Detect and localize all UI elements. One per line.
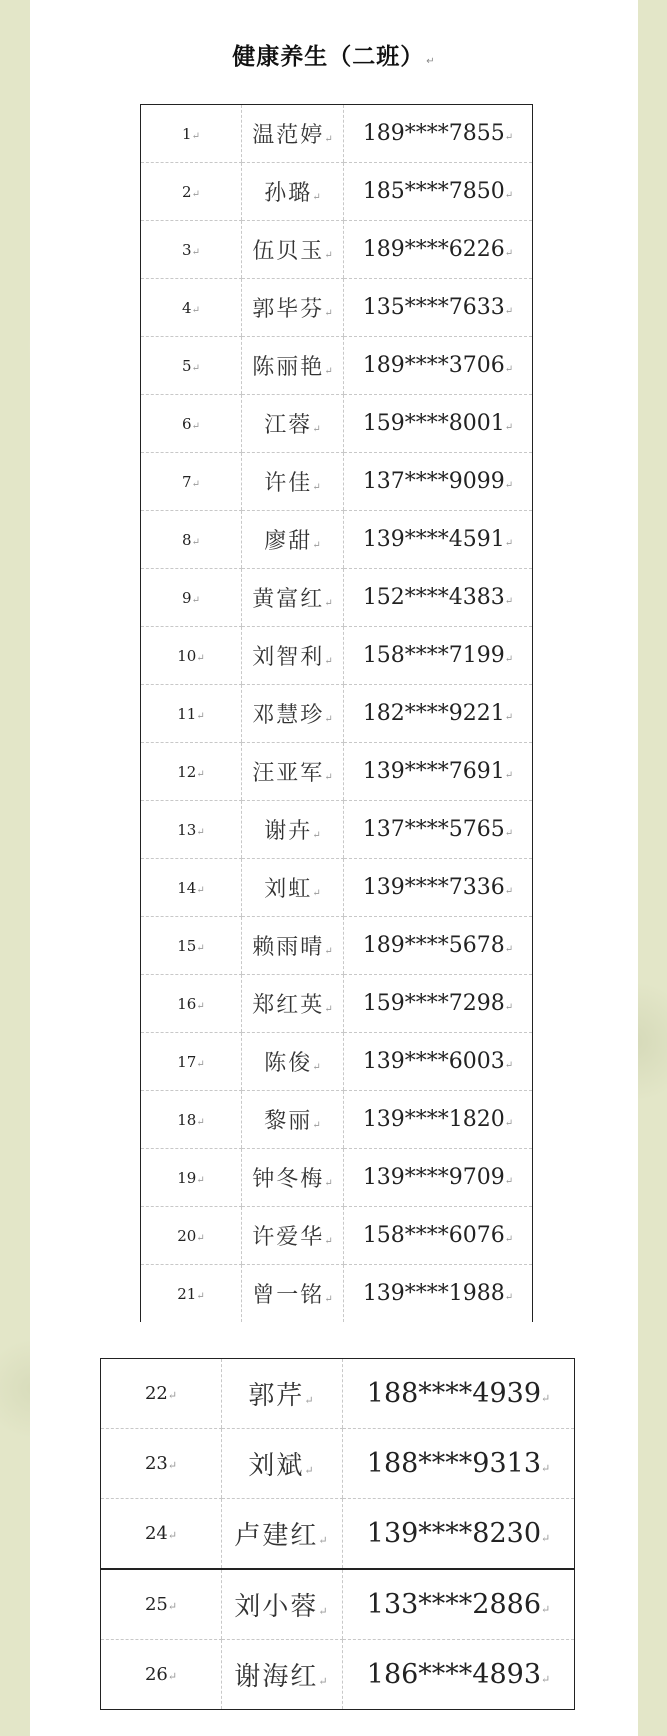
paragraph-mark-icon: ↵ (504, 306, 514, 317)
member-phone: 137****9099 (362, 469, 505, 494)
paragraph-mark-icon: ↵ (196, 652, 205, 664)
member-name-cell (242, 1091, 344, 1149)
member-phone: 139****1988 (362, 1281, 505, 1306)
row-number-cell (141, 221, 242, 279)
paragraph-mark-icon: ↵ (191, 304, 200, 316)
row-number: 10 (177, 646, 197, 665)
member-phone: 159****7298 (362, 991, 505, 1016)
paragraph-mark-icon: ↵ (504, 248, 514, 259)
member-name-cell (242, 1033, 344, 1091)
paragraph-mark-icon: ↵ (324, 1294, 333, 1305)
member-name: 邓慧珍 (252, 703, 325, 728)
paragraph-mark-icon: ↵ (324, 308, 333, 319)
row-number: 5 (182, 356, 192, 375)
member-name-cell (242, 163, 344, 221)
member-name-cell (242, 801, 344, 859)
member-phone-cell (344, 163, 533, 221)
member-phone-cell (344, 627, 533, 685)
row-number: 3 (182, 240, 192, 259)
row-number: 26 (144, 1664, 168, 1685)
paragraph-mark-icon: ↵ (324, 250, 333, 261)
member-name: 许佳 (264, 471, 313, 496)
paragraph-mark-icon: ↵ (312, 424, 321, 435)
row-number-cell (141, 105, 242, 163)
member-phone-cell (343, 1429, 575, 1499)
member-name-cell (242, 453, 344, 511)
paragraph-mark-icon: ↵ (312, 830, 321, 841)
title-text: 健康养生（二班） (232, 44, 425, 70)
row-number: 18 (177, 1110, 197, 1129)
paragraph-mark-icon: ↵ (504, 1176, 514, 1187)
member-phone-cell (344, 685, 533, 743)
member-phone: 139****9709 (362, 1165, 505, 1190)
row-number-cell (101, 1499, 222, 1570)
member-phone-cell (343, 1359, 575, 1429)
member-phone-cell (344, 859, 533, 917)
table-row (141, 337, 533, 395)
paragraph-mark-icon: ↵ (196, 1058, 205, 1070)
paragraph-mark-icon: ↵ (312, 1062, 321, 1073)
member-name: 陈丽艳 (252, 355, 325, 380)
member-name-cell (242, 627, 344, 685)
member-name: 许爱华 (252, 1225, 325, 1250)
row-number: 1 (182, 124, 192, 143)
member-phone: 139****6003 (362, 1049, 505, 1074)
row-number-cell (141, 859, 242, 917)
row-number-cell (141, 917, 242, 975)
paragraph-mark-icon: ↵ (318, 1675, 330, 1688)
paragraph-mark-icon: ↵ (196, 1290, 205, 1302)
paragraph-mark-icon: ↵ (312, 482, 321, 493)
member-phone-cell (344, 917, 533, 975)
member-name-cell (242, 337, 344, 395)
member-phone-cell (344, 569, 533, 627)
paragraph-mark-icon: ↵ (324, 772, 333, 783)
paragraph-mark-icon: ↵ (541, 1603, 551, 1616)
member-phone: 139****8230 (366, 1518, 542, 1549)
paragraph-mark-icon: ↵ (191, 246, 200, 258)
roster-table-1 (140, 104, 533, 1322)
member-name-cell (222, 1499, 343, 1570)
table-row (141, 1091, 533, 1149)
row-number: 24 (144, 1523, 168, 1544)
row-number-cell (141, 511, 242, 569)
member-name: 廖甜 (264, 529, 313, 554)
paragraph-mark-icon: ↵ (504, 770, 514, 781)
member-phone: 135****7633 (362, 295, 505, 320)
member-name: 江蓉 (264, 413, 313, 438)
member-phone-cell (344, 975, 533, 1033)
member-name-cell (242, 917, 344, 975)
paragraph-mark-icon: ↵ (504, 944, 514, 955)
paragraph-mark-icon: ↵ (541, 1532, 551, 1545)
row-number: 25 (144, 1594, 168, 1615)
member-name: 汪亚军 (252, 761, 325, 786)
paragraph-mark-icon: ↵ (196, 1116, 205, 1128)
row-number: 12 (177, 762, 197, 781)
paragraph-mark-icon: ↵ (324, 366, 333, 377)
member-name: 刘小蓉 (234, 1592, 319, 1622)
document-page (30, 0, 638, 1736)
table-row (141, 1207, 533, 1265)
member-phone-cell (343, 1569, 575, 1640)
member-phone: 137****5765 (362, 817, 505, 842)
member-name-cell (222, 1429, 343, 1499)
row-number-cell (141, 975, 242, 1033)
member-phone: 188****9313 (366, 1448, 542, 1479)
paragraph-mark-icon: ↵ (191, 188, 200, 200)
row-number-cell (101, 1359, 222, 1429)
row-number: 21 (177, 1284, 197, 1303)
table-row (141, 453, 533, 511)
member-name-cell (242, 395, 344, 453)
table-row (101, 1359, 575, 1429)
paragraph-mark-icon: ↵ (191, 130, 200, 142)
paragraph-mark-icon: ↵ (504, 1234, 514, 1245)
member-phone: 189****5678 (362, 933, 505, 958)
paragraph-mark-icon: ↵ (312, 192, 321, 203)
paragraph-mark-icon: ↵ (504, 132, 514, 143)
paragraph-mark-icon: ↵ (426, 56, 436, 67)
paragraph-mark-icon: ↵ (191, 594, 200, 606)
member-name: 孙璐 (264, 181, 313, 206)
paragraph-mark-icon: ↵ (324, 598, 333, 609)
paragraph-mark-icon: ↵ (504, 1002, 514, 1013)
table-row (141, 975, 533, 1033)
member-name-cell (242, 1207, 344, 1265)
table-row (141, 627, 533, 685)
paragraph-mark-icon: ↵ (191, 362, 200, 374)
table-row (141, 1265, 533, 1323)
row-number-cell (141, 685, 242, 743)
row-number: 4 (182, 298, 192, 317)
table-row (141, 105, 533, 163)
table-row (101, 1569, 575, 1640)
paragraph-mark-icon: ↵ (541, 1462, 551, 1475)
paragraph-mark-icon: ↵ (504, 596, 514, 607)
paragraph-mark-icon: ↵ (324, 134, 333, 145)
member-name-cell (242, 105, 344, 163)
paragraph-mark-icon: ↵ (504, 422, 514, 433)
member-phone-cell (344, 511, 533, 569)
paragraph-mark-icon: ↵ (191, 420, 200, 432)
member-phone-cell (344, 453, 533, 511)
paragraph-mark-icon: ↵ (504, 828, 514, 839)
member-name-cell (242, 1265, 344, 1323)
member-phone-cell (344, 395, 533, 453)
member-name-cell (242, 859, 344, 917)
paragraph-mark-icon: ↵ (312, 888, 321, 899)
row-number-cell (141, 163, 242, 221)
row-number: 14 (177, 878, 197, 897)
paragraph-mark-icon: ↵ (324, 946, 333, 957)
member-name-cell (222, 1640, 343, 1710)
paragraph-mark-icon: ↵ (541, 1673, 551, 1686)
row-number-cell (141, 743, 242, 801)
paragraph-mark-icon: ↵ (504, 480, 514, 491)
paragraph-mark-icon: ↵ (196, 826, 205, 838)
member-name-cell (242, 279, 344, 337)
member-phone: 188****4939 (366, 1378, 542, 1409)
member-phone: 158****6076 (362, 1223, 505, 1248)
paragraph-mark-icon: ↵ (324, 1004, 333, 1015)
paragraph-mark-icon: ↵ (504, 654, 514, 665)
paragraph-mark-icon: ↵ (196, 1174, 205, 1186)
member-phone-cell (344, 1033, 533, 1091)
row-number-cell (141, 1091, 242, 1149)
table-row (101, 1429, 575, 1499)
member-phone: 189****3706 (362, 353, 505, 378)
paragraph-mark-icon: ↵ (318, 1534, 330, 1547)
row-number-cell (101, 1429, 222, 1499)
member-name-cell (242, 975, 344, 1033)
member-name: 陈俊 (264, 1051, 313, 1076)
member-name: 郑红英 (252, 993, 325, 1018)
row-number-cell (141, 1265, 242, 1323)
member-name: 谢卉 (264, 819, 313, 844)
table-row (101, 1499, 575, 1570)
table-row (141, 279, 533, 337)
paragraph-mark-icon: ↵ (324, 656, 333, 667)
member-phone: 182****9221 (362, 701, 505, 726)
member-phone-cell (344, 279, 533, 337)
member-phone: 185****7850 (362, 179, 505, 204)
row-number-cell (141, 1149, 242, 1207)
paragraph-mark-icon: ↵ (318, 1605, 330, 1618)
row-number: 7 (182, 472, 192, 491)
paragraph-mark-icon: ↵ (191, 536, 200, 548)
row-number-cell (141, 627, 242, 685)
paragraph-mark-icon: ↵ (167, 1459, 178, 1472)
member-name-cell (242, 743, 344, 801)
member-name-cell (242, 685, 344, 743)
paragraph-mark-icon: ↵ (324, 714, 333, 725)
member-phone-cell (344, 105, 533, 163)
row-number-cell (141, 395, 242, 453)
member-name: 刘虹 (264, 877, 313, 902)
paragraph-mark-icon: ↵ (324, 1178, 333, 1189)
member-phone: 189****6226 (362, 237, 505, 262)
member-phone: 159****8001 (362, 411, 505, 436)
row-number: 20 (177, 1226, 197, 1245)
table-row (141, 743, 533, 801)
paragraph-mark-icon: ↵ (504, 1292, 514, 1303)
table-row (141, 859, 533, 917)
paragraph-mark-icon: ↵ (196, 1232, 205, 1244)
member-phone: 158****7199 (362, 643, 505, 668)
member-phone-cell (344, 1149, 533, 1207)
paragraph-mark-icon: ↵ (324, 1236, 333, 1247)
member-name: 曾一铭 (252, 1283, 325, 1308)
member-name: 黎丽 (264, 1109, 313, 1134)
table-row (141, 511, 533, 569)
member-name: 郭毕芬 (252, 297, 325, 322)
member-name-cell (222, 1359, 343, 1429)
table-row (141, 1149, 533, 1207)
row-number-cell (101, 1640, 222, 1710)
document-title (30, 38, 638, 71)
paragraph-mark-icon: ↵ (167, 1600, 178, 1613)
paragraph-mark-icon: ↵ (504, 364, 514, 375)
paragraph-mark-icon: ↵ (541, 1392, 551, 1405)
paragraph-mark-icon: ↵ (167, 1670, 178, 1683)
paragraph-mark-icon: ↵ (167, 1529, 178, 1542)
member-phone-cell (344, 1207, 533, 1265)
member-name: 钟冬梅 (252, 1167, 325, 1192)
paragraph-mark-icon: ↵ (504, 712, 514, 723)
member-phone: 139****4591 (362, 527, 505, 552)
paragraph-mark-icon: ↵ (304, 1394, 316, 1407)
row-number: 8 (182, 530, 192, 549)
paragraph-mark-icon: ↵ (504, 886, 514, 897)
table-row (141, 221, 533, 279)
paragraph-mark-icon: ↵ (167, 1389, 178, 1402)
member-name-cell (242, 1149, 344, 1207)
row-number: 16 (177, 994, 197, 1013)
member-name: 卢建红 (234, 1521, 319, 1551)
row-number: 15 (177, 936, 197, 955)
paragraph-mark-icon: ↵ (504, 1060, 514, 1071)
table-row (141, 163, 533, 221)
member-name-cell (242, 221, 344, 279)
row-number: 19 (177, 1168, 197, 1187)
roster-table-2 (100, 1358, 575, 1710)
table-row (141, 917, 533, 975)
member-phone: 133****2886 (366, 1589, 542, 1620)
member-phone-cell (344, 1091, 533, 1149)
row-number: 11 (177, 704, 197, 723)
row-number: 9 (182, 588, 192, 607)
paragraph-mark-icon: ↵ (504, 1118, 514, 1129)
member-name: 温范婷 (252, 123, 325, 148)
row-number-cell (101, 1569, 222, 1640)
member-phone-cell (344, 221, 533, 279)
paragraph-mark-icon: ↵ (196, 1000, 205, 1012)
row-number-cell (141, 279, 242, 337)
paragraph-mark-icon: ↵ (196, 884, 205, 896)
member-name: 郭芹 (248, 1381, 305, 1411)
paragraph-mark-icon: ↵ (312, 540, 321, 551)
member-phone-cell (343, 1499, 575, 1570)
row-number-cell (141, 1033, 242, 1091)
row-number: 6 (182, 414, 192, 433)
member-name: 赖雨晴 (252, 935, 325, 960)
table-row (141, 801, 533, 859)
paragraph-mark-icon: ↵ (504, 538, 514, 549)
paragraph-mark-icon: ↵ (304, 1464, 316, 1477)
paragraph-mark-icon: ↵ (196, 942, 205, 954)
table-row (141, 395, 533, 453)
row-number-cell (141, 337, 242, 395)
member-phone-cell (344, 743, 533, 801)
row-number-cell (141, 453, 242, 511)
member-phone: 139****7691 (362, 759, 505, 784)
paragraph-mark-icon: ↵ (196, 710, 205, 722)
row-number-cell (141, 569, 242, 627)
member-phone: 189****7855 (362, 121, 505, 146)
table-row (141, 1033, 533, 1091)
member-phone-cell (344, 337, 533, 395)
table-row (141, 685, 533, 743)
row-number: 2 (182, 182, 192, 201)
member-phone-cell (344, 1265, 533, 1323)
member-phone: 139****7336 (362, 875, 505, 900)
member-phone: 152****4383 (362, 585, 505, 610)
member-phone-cell (343, 1640, 575, 1710)
paragraph-mark-icon: ↵ (196, 768, 205, 780)
member-name: 刘斌 (248, 1451, 305, 1481)
row-number-cell (141, 801, 242, 859)
member-name-cell (222, 1569, 343, 1640)
member-name: 刘智利 (252, 645, 325, 670)
member-phone: 186****4893 (366, 1659, 542, 1690)
member-name: 谢海红 (234, 1662, 319, 1692)
paragraph-mark-icon: ↵ (191, 478, 200, 490)
member-name: 黄富红 (252, 587, 325, 612)
table-row (101, 1640, 575, 1710)
row-number-cell (141, 1207, 242, 1265)
row-number: 23 (144, 1453, 168, 1474)
table-row (141, 569, 533, 627)
member-phone: 139****1820 (362, 1107, 505, 1132)
member-name-cell (242, 569, 344, 627)
row-number: 17 (177, 1052, 197, 1071)
member-name: 伍贝玉 (252, 239, 325, 264)
paragraph-mark-icon: ↵ (504, 190, 514, 201)
member-name-cell (242, 511, 344, 569)
row-number: 13 (177, 820, 197, 839)
row-number: 22 (144, 1383, 168, 1404)
member-phone-cell (344, 801, 533, 859)
paragraph-mark-icon: ↵ (312, 1120, 321, 1131)
